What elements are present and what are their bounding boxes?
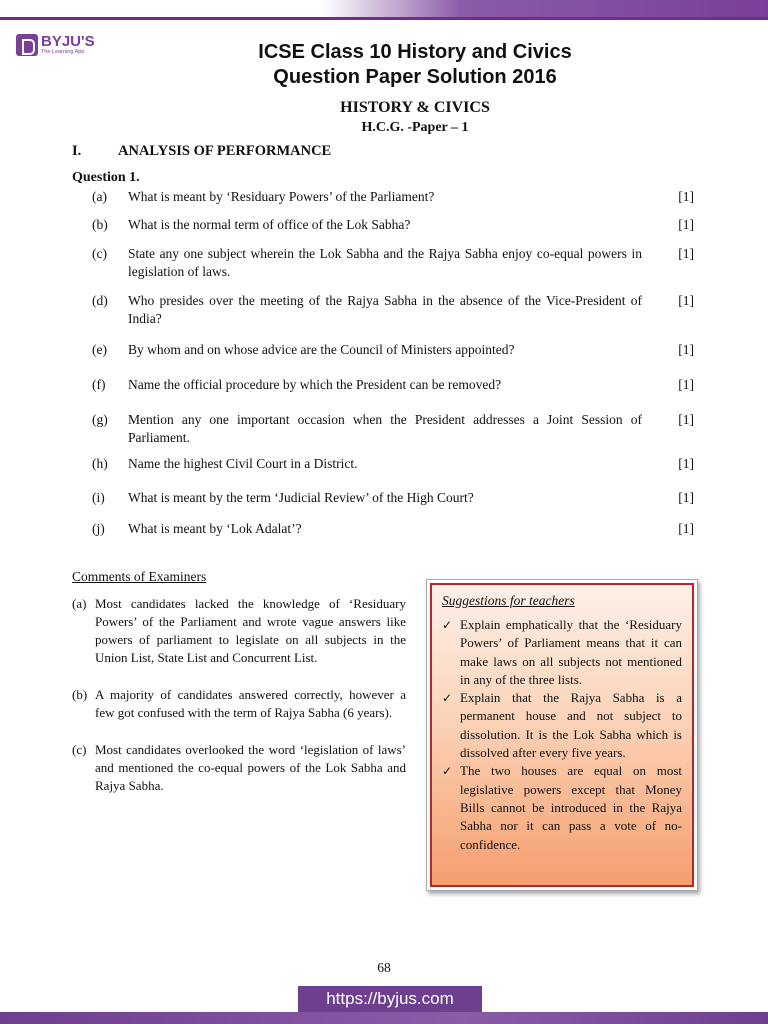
question-text: What is meant by the term ‘Judicial Review’ of the High Court?: [128, 490, 474, 505]
subject-heading: HISTORY & CIVICS: [340, 99, 490, 116]
comment-text: Most candidates lacked the knowledge of ‘Residuary Powers’ of the Parliament and wrote vague answers like powers of parliament to legislate on all subjects in the Union List, State List and Concurrent List.: [95, 596, 406, 665]
suggestions-heading: Suggestions for teachers: [442, 593, 575, 608]
top-header-line: [0, 17, 768, 20]
suggestion-item: [442, 689, 682, 762]
suggestions-box: [426, 579, 698, 891]
question-text: Mention any one important occasion when the President addresses a Joint Session of Parliament.: [128, 412, 642, 445]
question-letter: (e): [92, 342, 107, 357]
question-text: What is meant by ‘Residuary Powers’ of the Parliament?: [128, 189, 435, 204]
question-letter: (j): [92, 521, 105, 536]
question-item: [92, 216, 694, 234]
question-letter: (i): [92, 490, 105, 505]
question-marks: [1]: [678, 456, 694, 471]
comment-text: Most candidates overlooked the word ‘legislation of laws’ and mentioned the co-equal powers of the Lok Sabha and Rajya Sabha.: [95, 742, 406, 793]
comment-item: [72, 595, 406, 667]
question-text: Name the official procedure by which the President can be removed?: [128, 377, 502, 392]
question-text: What is meant by ‘Lok Adalat’?: [128, 521, 302, 536]
comment-item: [72, 686, 406, 722]
question-marks: [1]: [678, 217, 694, 232]
question-text: Who presides over the meeting of the Rajya Sabha in the absence of the Vice-President of India?: [128, 293, 642, 326]
question-item: [92, 455, 694, 473]
brand-name: BYJU'S: [41, 33, 95, 51]
question-text: Name the highest Civil Court in a District.: [128, 456, 358, 471]
question-item: [92, 411, 694, 447]
footer-url-link[interactable]: https://byjus.com: [298, 986, 482, 1012]
bottom-footer-bar: [0, 1012, 768, 1024]
byjus-logo-icon: [16, 34, 38, 56]
suggestion-item: [442, 616, 682, 689]
section-number: I.: [72, 143, 82, 159]
question-marks: [1]: [678, 189, 694, 204]
suggestion-text: The two houses are equal on most legislative powers except that Money Bills cannot be introduced in the Rajya Sabha nor it can pass a vote of no-confidence.: [460, 763, 682, 852]
byjus-logo: [16, 34, 95, 56]
checkmark-icon: ✓: [442, 764, 453, 779]
question-marks: [1]: [678, 342, 694, 357]
question-letter: (c): [92, 246, 107, 261]
page-title: [200, 40, 630, 90]
title-line-1: ICSE Class 10 History and Civics: [258, 41, 572, 63]
section-title: ANALYSIS OF PERFORMANCE: [118, 143, 332, 159]
checkmark-icon: ✓: [442, 618, 453, 632]
page-number: 68: [377, 960, 391, 975]
brand-tagline: The Learning App: [41, 49, 85, 56]
section-heading: [72, 143, 331, 160]
comment-item: [72, 741, 406, 795]
title-line-2: Question Paper Solution 2016: [273, 66, 557, 88]
question-letter: (g): [92, 412, 108, 427]
question-item: [92, 292, 694, 328]
question-marks: [1]: [678, 490, 694, 505]
question-item: [92, 520, 694, 538]
question-text: State any one subject wherein the Lok Sabha and the Rajya Sabha enjoy co-equal powers in legislation of laws.: [128, 246, 642, 279]
suggestion-text: Explain emphatically that the ‘Residuary Powers’ of Parliament means that it can make laws on all subjects not mentioned in any of the three lists.: [460, 617, 682, 687]
question-item: [92, 341, 694, 359]
suggestion-text: Explain that the Rajya Sabha is a permanent house and not subject to dissolution. It is the Lok Sabha which is dissolved after every five years.: [460, 690, 682, 761]
question-item: [92, 188, 694, 206]
comments-heading: Comments of Examiners: [72, 569, 207, 584]
question-letter: (a): [92, 189, 107, 204]
question-marks: [1]: [678, 293, 694, 308]
question-item: [92, 376, 694, 394]
question-item: [92, 245, 694, 281]
comment-letter: (a): [72, 596, 87, 611]
paper-heading: H.C.G. -Paper – 1: [361, 120, 469, 135]
question-marks: [1]: [678, 377, 694, 392]
suggestion-item: [442, 762, 682, 853]
question-text: By whom and on whose advice are the Council of Ministers appointed?: [128, 342, 515, 357]
question-item: [92, 489, 694, 507]
comment-letter: (c): [72, 742, 87, 757]
comment-letter: (b): [72, 687, 88, 702]
question-letter: (b): [92, 217, 108, 232]
question-letter: (d): [92, 293, 108, 308]
question-marks: [1]: [678, 412, 694, 427]
suggestions-panel: [430, 583, 694, 887]
question-marks: [1]: [678, 246, 694, 261]
question-letter: (h): [92, 456, 108, 471]
question-heading: Question 1.: [72, 170, 140, 185]
question-text: What is the normal term of office of the Lok Sabha?: [128, 217, 411, 232]
comment-text: A majority of candidates answered correctly, however a few got confused with the term of Rajya Sabha (6 years).: [95, 687, 406, 720]
question-letter: (f): [92, 377, 106, 392]
question-marks: [1]: [678, 521, 694, 536]
checkmark-icon: ✓: [442, 691, 453, 706]
